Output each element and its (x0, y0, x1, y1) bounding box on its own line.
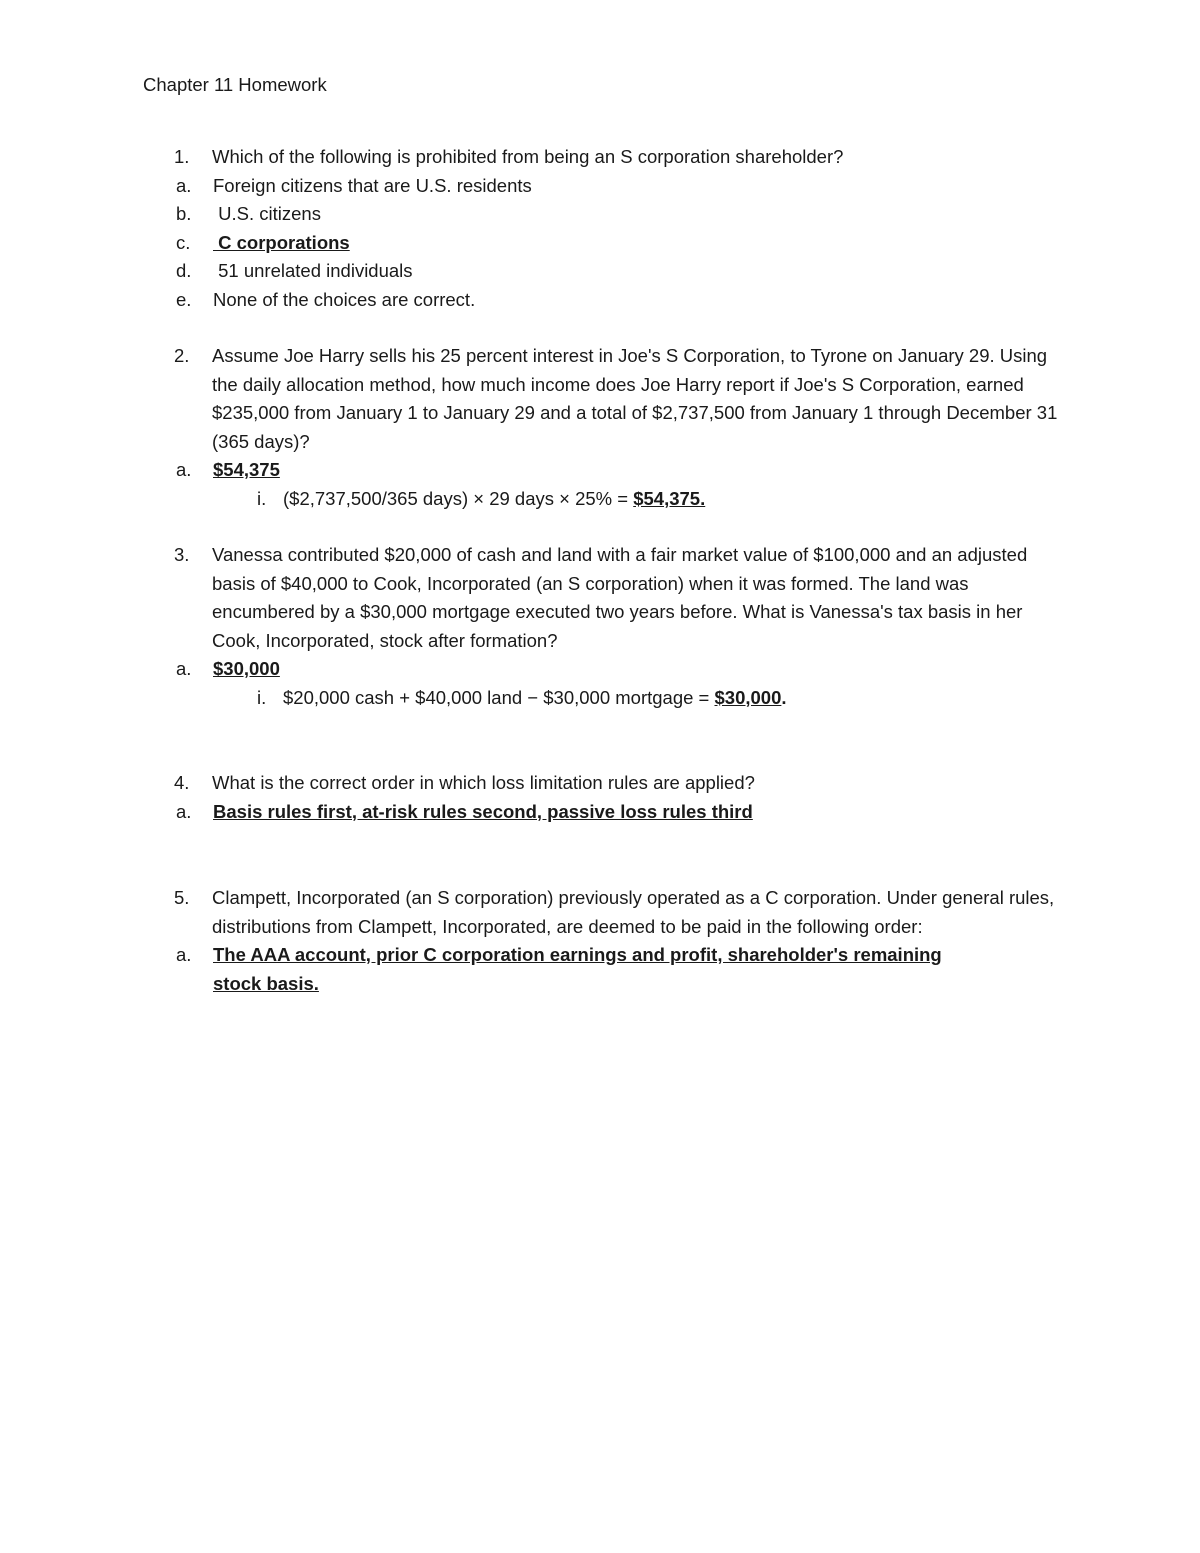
question-4 (143, 769, 1063, 798)
question-number: 1. (174, 146, 190, 167)
option-a (143, 172, 1063, 201)
option-letter: a. (176, 658, 192, 679)
option-c (143, 229, 1063, 258)
question-text: What is the correct order in which loss limitation rules are applied? (212, 772, 755, 793)
answer-text: The AAA account, prior C corporation earnings and profit, shareholder's remaining stock basis. (213, 944, 942, 994)
question-5 (143, 884, 1063, 941)
option-text: U.S. citizens (213, 203, 321, 224)
question-text: Clampett, Incorporated (an S corporation) previously operated as a C corporation. Under general rules, distributions from Clampett, Incorporated, are deemed to be paid in the following order: (212, 887, 1055, 937)
sub-letter: i. (257, 686, 267, 708)
option-e (143, 286, 1063, 315)
answer-text: Basis rules first, at-risk rules second, passive loss rules third (213, 800, 753, 822)
question-number: 4. (174, 772, 190, 793)
question-text: Vanessa contributed $20,000 of cash and land with a fair market value of $100,000 and an adjusted basis of $40,000 to Cook, Incorporated (an S corporation) when it was formed. The land was encumbered by a $30,000 mortgage executed two years before. What is Vanessa's tax basis in her Cook, Incorporated, stock after formation? (212, 544, 1028, 651)
answer-option (143, 655, 1063, 684)
answer-option (143, 798, 1063, 827)
question-text: Assume Joe Harry sells his 25 percent interest in Joe's S Corporation, to Tyrone on January 29. Using the daily allocation method, how much income does Joe Harry report if Joe's S Corporation, earned $235,000 from January 1 to January 29 and a total of $2,737,500 from January 1 through December 31 (365 days)? (212, 345, 1058, 452)
question-text: Which of the following is prohibited from being an S corporation shareholder? (212, 146, 844, 167)
answer-text: $54,375 (213, 459, 280, 480)
work-result: $30,000 (714, 686, 782, 708)
answer-text: $30,000 (213, 658, 280, 679)
option-letter: a. (176, 459, 192, 480)
question-list (143, 143, 1063, 998)
question-number: 5. (174, 887, 190, 908)
option-text: 51 unrelated individuals (213, 260, 413, 281)
question-3 (143, 541, 1063, 655)
option-letter: e. (176, 288, 192, 310)
answer-text: C corporations (213, 231, 350, 253)
option-text: None of the choices are correct. (213, 288, 476, 310)
question-2 (143, 342, 1063, 456)
page-title: Chapter 11 Homework (143, 74, 327, 95)
question-number: 2. (174, 345, 190, 366)
option-b (143, 200, 1063, 229)
option-letter: b. (176, 203, 192, 224)
option-letter: c. (176, 231, 191, 253)
work-result: $54,375. (633, 487, 706, 509)
question-number: 3. (174, 544, 190, 565)
option-d (143, 257, 1063, 286)
option-letter: a. (176, 174, 192, 196)
option-letter: d. (176, 260, 192, 281)
option-letter: a. (176, 944, 192, 965)
answer-work (143, 485, 1063, 514)
answer-option (143, 941, 1063, 998)
option-text: Foreign citizens that are U.S. residents (213, 174, 532, 196)
work-text: $20,000 cash + $40,000 land − $30,000 mortgage = (283, 686, 715, 708)
work-end: . (781, 686, 787, 708)
answer-option (143, 456, 1063, 485)
answer-work (143, 684, 1063, 713)
work-text: ($2,737,500/365 days) × 29 days × 25% = (283, 487, 634, 509)
question-1 (143, 143, 1063, 172)
option-letter: a. (176, 800, 192, 822)
sub-letter: i. (257, 487, 267, 509)
